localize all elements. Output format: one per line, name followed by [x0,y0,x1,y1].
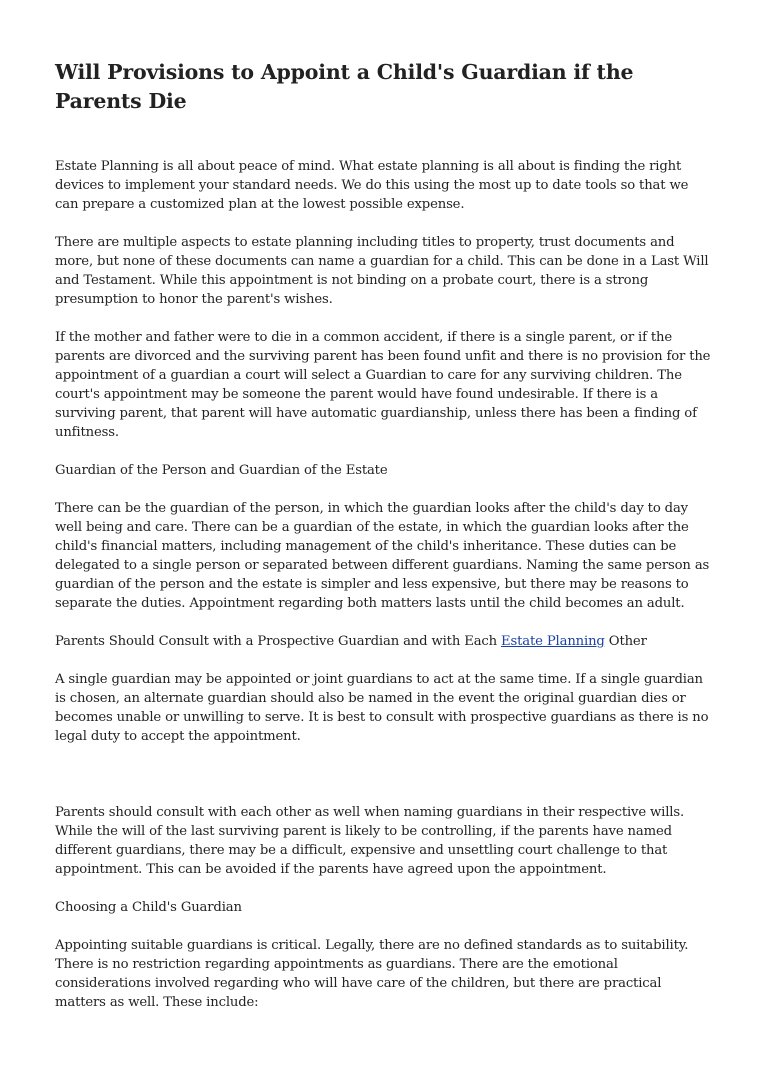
estate-planning-link[interactable]: Estate Planning [501,634,605,649]
document-page [55,0,715,1012]
paragraph-intro: Estate Planning is all about peace of mind. What estate planning is all about is finding the right devices to implement your standard needs. We do this using the most up to date tools so that we can prepare a customized plan at the lowest possible expense. [55,159,689,212]
heading-choosing-guardian: Choosing a Child's Guardian [55,900,242,915]
paragraph-common-accident: If the mother and father were to die in a common accident, if there is a single parent, or if the parents are divorced and the surviving parent has been found unfit and there is no provision for the appointment of a guardian a court will select a Guardian to care for any surviving children. The court's appointment may be someone the parent would have found undesirable. If there is a surviving parent, that parent will have automatic guardianship, unless there has been a finding of unfitness. [55,330,711,440]
paragraph-single-guardian: A single guardian may be appointed or joint guardians to act at the same time. If a single guardian is chosen, an alternate guardian should also be named in the event the original guardian dies or becomes unable or unwilling to serve. It is best to consult with prospective guardians as there is no legal duty to accept the appointment. [55,672,709,744]
paragraph-guardian-types: There can be the guardian of the person, in which the guardian looks after the child's day to day well being and care. There can be a guardian of the estate, in which the guardian looks after the child's financial matters, including management of the child's inheritance. These duties can be delegated to a single person or separated between different guardians. Naming the same person as guardian of the person and the estate is simpler and less expensive, but there may be reasons to separate the duties. Appointment regarding both matters lasts until the child becomes an adult. [55,501,710,611]
paragraph-parents-consult: Parents should consult with each other as well when naming guardians in their respective wills. While the will of the last surviving parent is likely to be controlling, if the parents have named different guardians, there may be a difficult, expensive and unsettling court challenge to that appointment. This can be avoided if the parents have agreed upon the appointment. [55,805,685,877]
page-title: Will Provisions to Appoint a Child's Guardian if the Parents Die [55,60,634,113]
paragraph-aspects: There are multiple aspects to estate planning including titles to property, trust documents and more, but none of these documents can name a guardian for a child. This can be done in a Last Will and Testament. While this appointment is not binding on a probate court, there is a strong presumption to honor the parent's wishes. [55,235,709,307]
heading-guardian-person-estate: Guardian of the Person and Guardian of the Estate [55,463,388,478]
heading-consult-guardian [55,632,715,651]
paragraph-appointing-suitable: Appointing suitable guardians is critical. Legally, there are no defined standards as to suitability. There is no restriction regarding appointments as guardians. There are the emotional considerations involved regarding who will have care of the children, but there are practical matters as well. These include: [55,938,689,1010]
heading-consult-text-before: Parents Should Consult with a Prospective Guardian and with Each [55,634,502,649]
heading-consult-text-after: Other [604,634,647,649]
